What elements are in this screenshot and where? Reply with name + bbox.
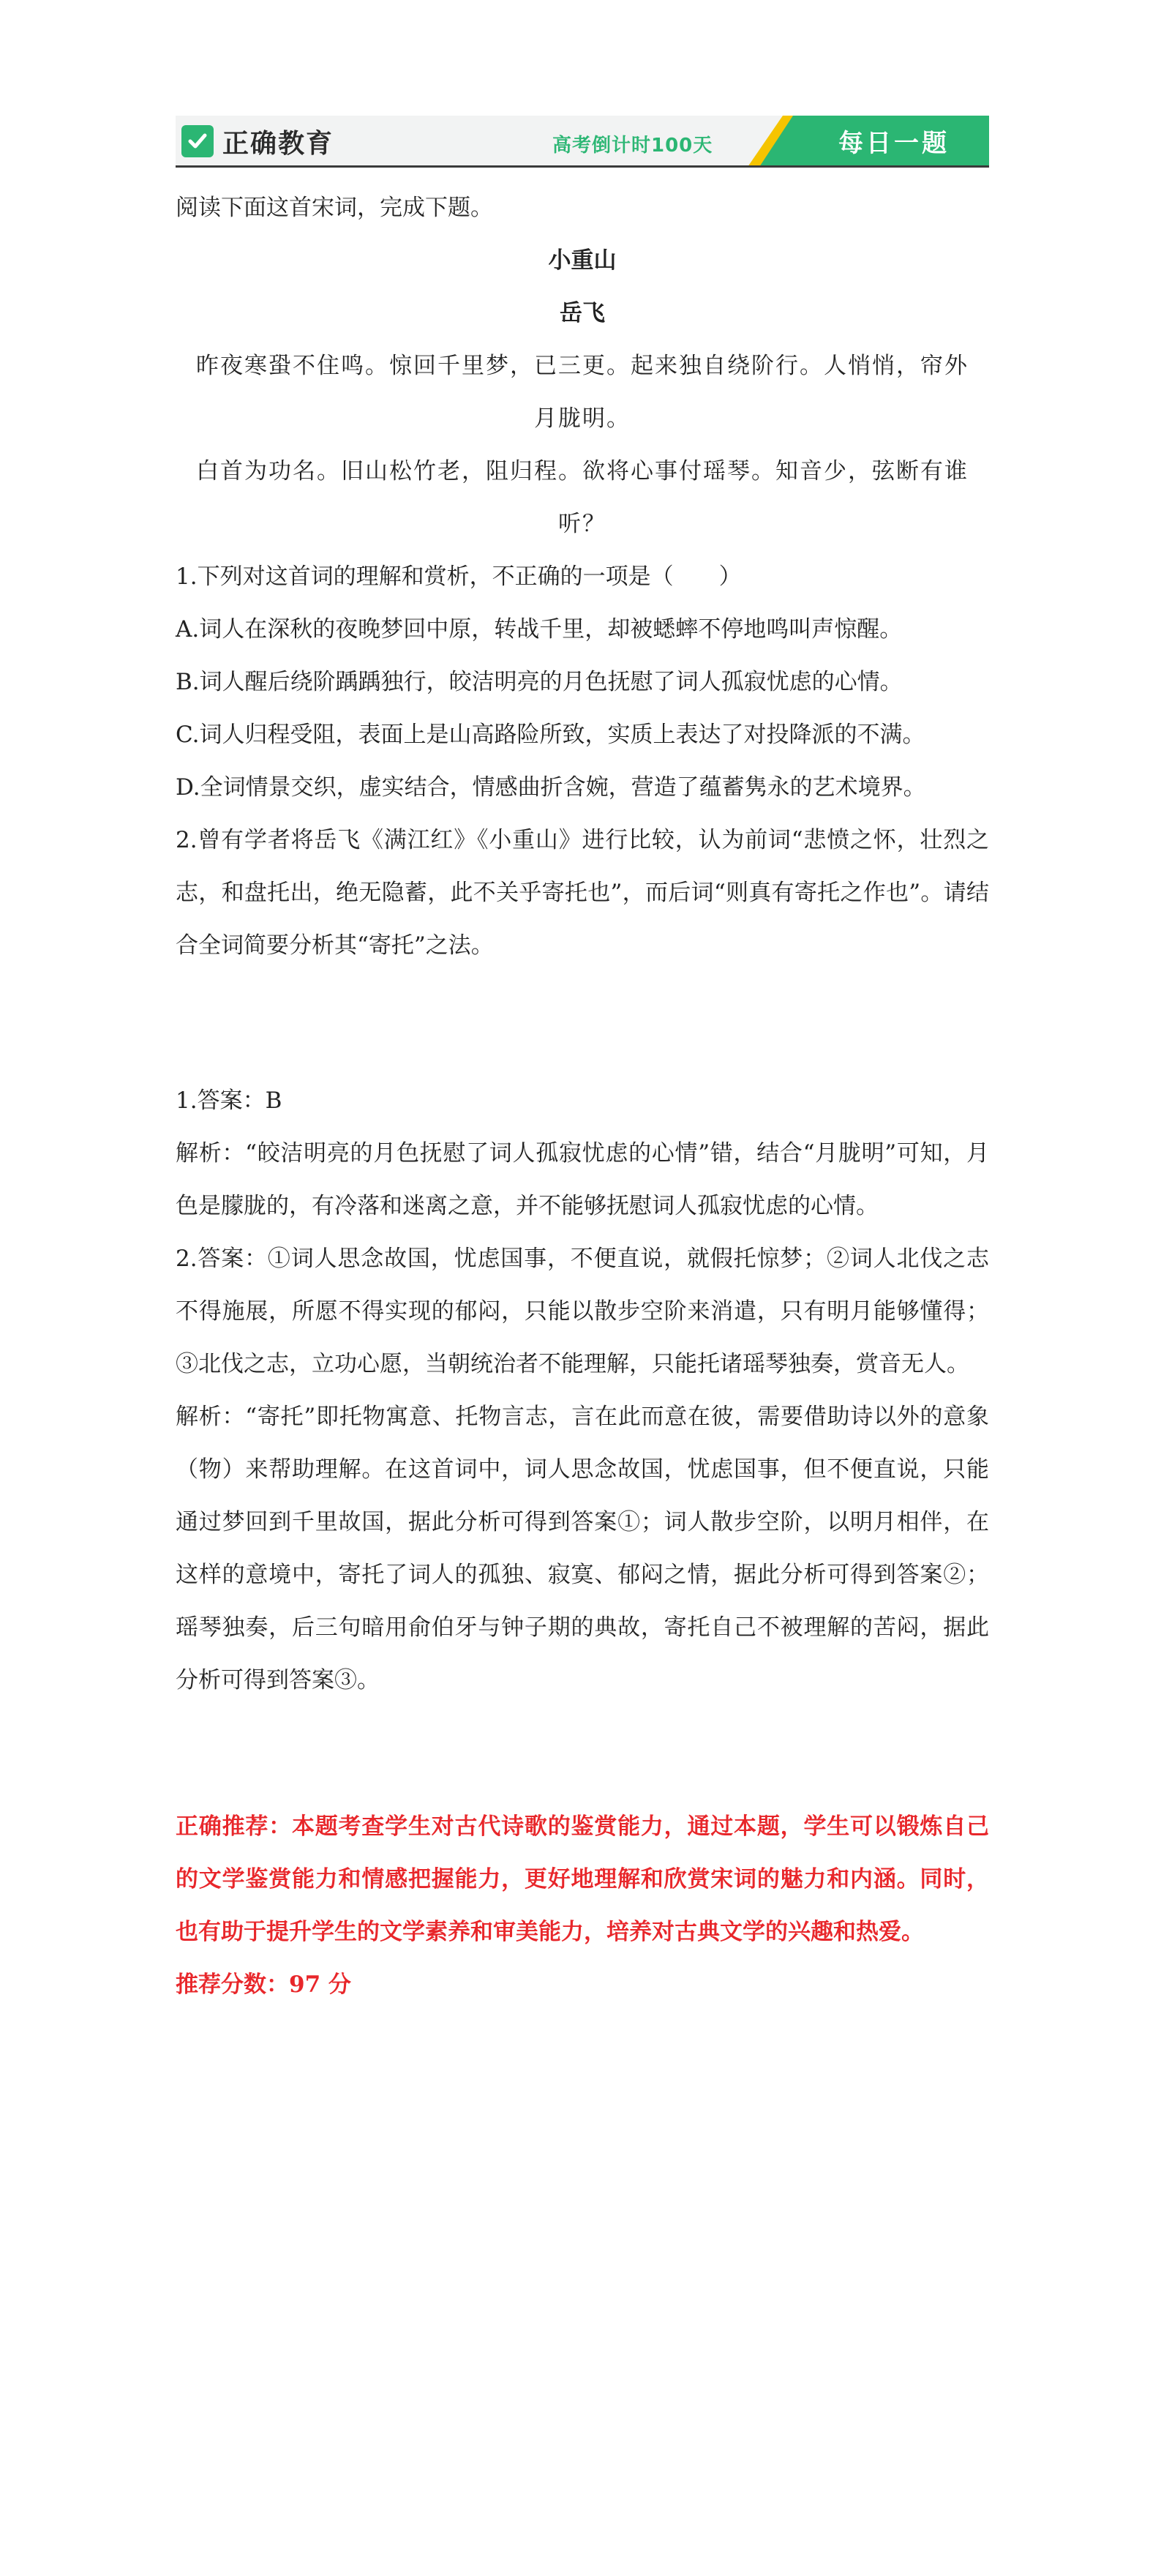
poem-title: 小重山 [548, 247, 617, 274]
daily-question-tab [748, 116, 989, 167]
poem-author: 岳飞 [560, 300, 605, 326]
poem-stanza-2: 白首为功名。旧山松竹老，阻归程。欲将心事付瑶琴。知音少，弦断有谁听？ [196, 458, 969, 537]
question-1-stem: 1.下列对这首词的理解和赏析，不正确的一项是（ ） [176, 564, 742, 590]
recommendation-text: 正确推荐：本题考查学生对古代诗歌的鉴赏能力，通过本题，学生可以锻炼自己的文学鉴赏能力和情感把握能力，更好地理解和欣赏宋词的魅力和内涵。同时，也有助于提升学生的文学素养和审美能力，培养对古典文学的兴趣和热爱。 [176, 1813, 989, 1945]
spacer [176, 1707, 989, 1800]
question-1-option-a: A.词人在深秋的夜晚梦回中原，转战千里，却被蟋蟀不停地鸣叫声惊醒。 [176, 616, 903, 643]
brand-name: 正确教育 [222, 128, 334, 159]
checkmark-icon [181, 125, 214, 157]
brand [181, 121, 334, 161]
poem-stanza-1: 昨夜寒蛩不住鸣。惊回千里梦，已三更。起来独自绕阶行。人悄悄，帘外月胧明。 [196, 353, 969, 432]
header-banner [176, 116, 989, 167]
spacer [176, 972, 989, 1074]
header-divider [176, 165, 989, 168]
answer-1: 1.答案：B [176, 1087, 282, 1114]
recommendation-score: 推荐分数：97 分 [176, 1972, 351, 1998]
question-1-option-d: D.全词情景交织，虚实结合，情感曲折含婉，营造了蕴蓄隽永的艺术境界。 [176, 774, 926, 801]
daily-question-label: 每日一题 [838, 129, 950, 158]
question-1-option-b: B.词人醒后绕阶踽踽独行，皎洁明亮的月色抚慰了词人孤寂忧虑的心情。 [176, 669, 903, 695]
document-body [176, 181, 989, 2011]
question-1-option-c: C.词人归程受阻，表面上是山高路险所致，实质上表达了对投降派的不满。 [176, 722, 925, 748]
countdown-label: 高考倒计时100天 [552, 135, 713, 157]
question-2-stem: 2.曾有学者将岳飞《满江红》《小重山》进行比较，认为前词“悲愤之怀，壮烈之志，和盘托出，绝无隐蓄，此不关乎寄托也”，而后词“则真有寄托之作也”。请结合全词简要分析其“寄托”之法。 [176, 827, 989, 959]
answer-2: 2.答案：①词人思念故国，忧虑国事，不便直说，就假托惊梦；②词人北伐之志不得施展，所愿不得实现的郁闷，只能以散步空阶来消遣，只有明月能够懂得；③北伐之志，立功心愿，当朝统治者不能理解，只能托诸瑶琴独奏，赏音无人。 [176, 1246, 989, 1377]
answer-2-analysis: 解析：“寄托”即托物寓意、托物言志，言在此而意在彼，需要借助诗以外的意象（物）来帮助理解。在这首词中，词人思念故国，忧虑国事，但不便直说，只能通过梦回到千里故国，据此分析可得到答案①；词人散步空阶，以明月相伴，在这样的意境中，寄托了词人的孤独、寂寞、郁闷之情，据此分析可得到答案②；瑶琴独奏，后三句暗用俞伯牙与钟子期的典故，寄托自己不被理解的苦闷，据此分析可得到答案③。 [176, 1404, 989, 1693]
intro-text: 阅读下面这首宋词，完成下题。 [176, 195, 493, 221]
answer-1-analysis: 解析：“皎洁明亮的月色抚慰了词人孤寂忧虑的心情”错，结合“月胧明”可知，月色是朦胧的，有冷落和迷离之意，并不能够抚慰词人孤寂忧虑的心情。 [176, 1140, 989, 1219]
